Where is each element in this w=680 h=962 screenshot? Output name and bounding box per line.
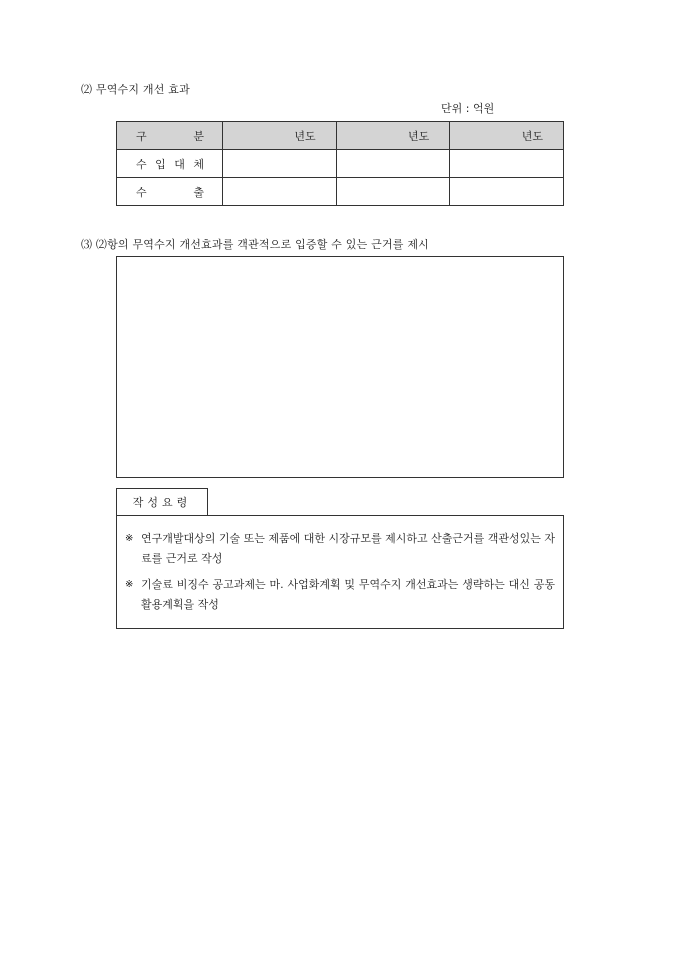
row-label-export-chars (117, 184, 222, 200)
header-category-label (117, 128, 222, 144)
row-label-import-char-4: 체 (193, 157, 204, 171)
header-year-2: 년도 (336, 122, 450, 150)
cell-export-year-1[interactable] (223, 178, 337, 206)
cell-import-year-3[interactable] (450, 150, 564, 178)
table-header-row (117, 122, 564, 150)
header-year-1: 년도 (223, 122, 337, 150)
row-label-import-char-1: 수 (136, 157, 147, 171)
guide-note-1-text: 연구개발대상의 기술 또는 제품에 대한 시장규모를 제시하고 산출근거를 객관성있는 자료를 근거로 작성 (141, 532, 556, 565)
row-label-import-char-3: 대 (174, 157, 185, 171)
header-category-char-2: 분 (193, 129, 204, 143)
row-label-export-char-2: 출 (193, 185, 204, 199)
row-label-export (117, 178, 223, 206)
row-label-import-substitution (117, 150, 223, 178)
guide-note-2-text: 기술료 비징수 공고과제는 마. 사업화계획 및 무역수지 개선효과는 생략하는 대신 공동활용계획을 작성 (141, 578, 555, 611)
guide-note-2 (125, 575, 555, 615)
unit-label: 단위 : 억원 (441, 102, 495, 115)
cell-import-year-2[interactable] (336, 150, 450, 178)
cell-import-year-1[interactable] (223, 150, 337, 178)
row-label-import-char-2: 입 (155, 157, 166, 171)
cell-export-year-3[interactable] (450, 178, 564, 206)
header-category-char-1: 구 (136, 129, 147, 143)
reference-mark-icon: ※ (125, 533, 134, 544)
row-label-export-char-1: 수 (136, 185, 147, 199)
cell-export-year-2[interactable] (336, 178, 450, 206)
header-category (117, 122, 223, 150)
guide-box (116, 515, 564, 629)
evidence-input-box[interactable] (116, 256, 564, 478)
section-3-title: ⑶ ⑵항의 무역수지 개선효과를 객관적으로 입증할 수 있는 근거를 제시 (81, 238, 429, 251)
guide-note-1 (125, 529, 555, 569)
row-label-import-chars (117, 156, 222, 172)
table-row-import-substitution (117, 150, 564, 178)
table-row-export (117, 178, 564, 206)
trade-balance-table (116, 121, 564, 206)
guide-tab: 작성요령 (116, 488, 208, 515)
reference-mark-icon: ※ (125, 579, 134, 590)
header-year-3: 년도 (450, 122, 564, 150)
section-2-title: ⑵ 무역수지 개선 효과 (81, 83, 190, 96)
